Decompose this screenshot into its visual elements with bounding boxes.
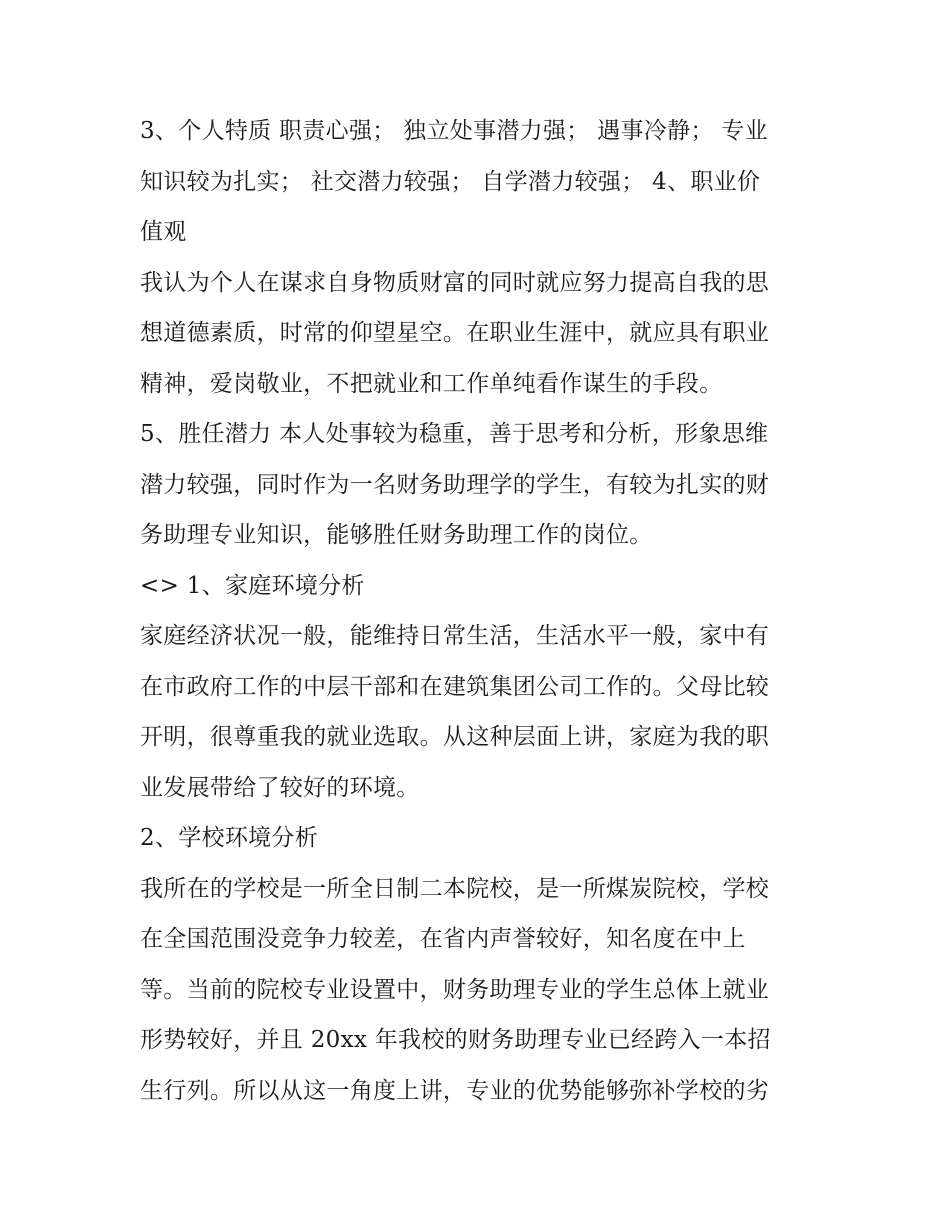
text-line: 开明，很尊重我的就业选取。从这种层面上讲，家庭为我的职 xyxy=(140,724,770,750)
text-line: 在全国范围没竞争力较差，在省内声誉较好，知名度在中上 xyxy=(140,926,746,952)
text-line: 精神，爱岗敬业，不把就业和工作单纯看作谋生的手段。 xyxy=(140,370,723,397)
text-line: 在市政府工作的中层干部和在建筑集团公司工作的。父母比较 xyxy=(140,673,770,700)
text-line: 生行列。所以从这一角度上讲，专业的优势能够弥补学校的劣 xyxy=(140,1077,770,1104)
section-heading: <> 1、家庭环境分析 xyxy=(140,572,365,599)
text-line: 务助理专业知识，能够胜任财务助理工作的岗位。 xyxy=(140,522,653,548)
text-line: 形势较好，并且 20xx 年我校的财务助理专业已经跨入一本招 xyxy=(140,1027,771,1053)
text-line: 我认为个人在谋求自身物质财富的同时就应努力提高自我的思 xyxy=(140,269,770,296)
text-line: 5、胜任潜力 本人处事较为稳重，善于思考和分析，形象思维 xyxy=(140,421,769,447)
document-body xyxy=(140,106,820,1116)
text-line: 值观 xyxy=(140,219,187,245)
text-line: 想道德素质，时常的仰望星空。在职业生涯中，就应具有职业 xyxy=(140,320,770,346)
text-line: 潜力较强，同时作为一名财务助理学的学生，有较为扎实的财 xyxy=(140,471,770,498)
section-heading: 2、学校环境分析 xyxy=(140,825,319,851)
text-line: 我所在的学校是一所全日制二本院校，是一所煤炭院校，学校 xyxy=(140,875,770,902)
text-line: 等。当前的院校专业设置中，财务助理专业的学生总体上就业 xyxy=(140,976,770,1003)
text-line: 家庭经济状况一般，能维持日常生活，生活水平一般，家中有 xyxy=(140,623,770,649)
text-line: 知识较为扎实； 社交潜力较强； 自学潜力较强； 4、职业价 xyxy=(140,168,761,195)
text-line: 业发展带给了较好的环境。 xyxy=(140,774,420,801)
text-line: 3、个人特质 职责心强； 独立处事潜力强； 遇事冷静； 专业 xyxy=(140,118,768,144)
